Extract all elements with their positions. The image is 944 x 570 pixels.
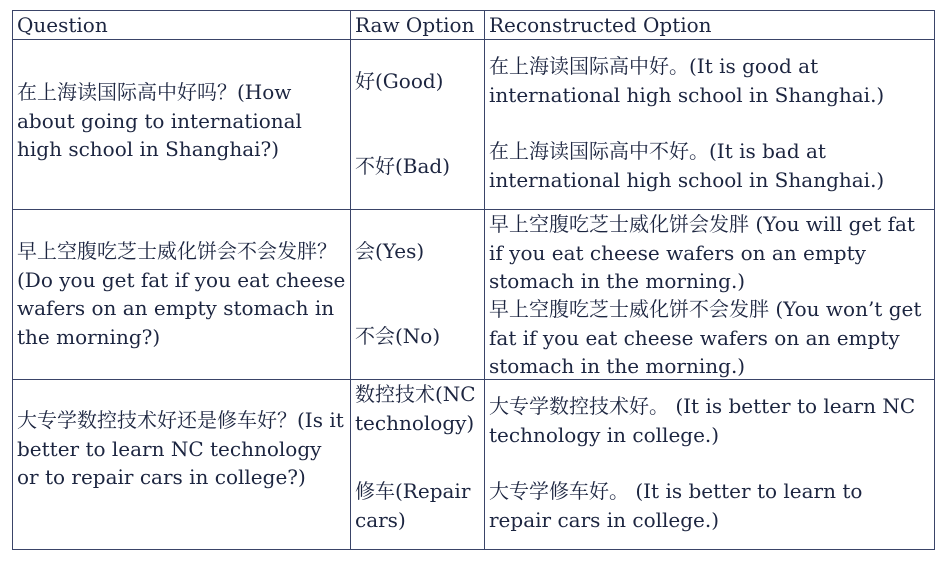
reconstructed-option-text: 早上空腹吃芝士威化饼会发胖 (You will get fat if you eat cheese wafers on an empty stomach in the morning.) [489,212,915,293]
raw-option-text: 不会(No) [355,324,441,348]
question-text: 在上海读国际高中好吗？(How about going to international high school in Shanghai?) [17,80,302,161]
reconstructed-option-text: 大专学修车好。 (It is better to learn to repair cars in college.) [489,479,863,532]
header-question: Question [13,11,351,40]
question-cell [13,380,351,550]
raw-option-text: 好(Good) [355,69,444,93]
reconstructed-option-text: 大专学数控技术好。 (It is better to learn NC technology in college.) [489,394,916,447]
question-text: 大专学数控技术好还是修车好？(Is it better to learn NC technology or to repair cars in college?) [17,408,344,489]
raw-option-cell [351,380,485,550]
raw-option-text: 修车(Repair cars) [355,479,471,532]
raw-option-text: 不好(Bad) [355,154,451,178]
header-raw-option: Raw Option [351,11,485,40]
reconstructed-option-cell [485,40,935,210]
raw-option-text: 会(Yes) [355,239,425,263]
reconstructed-option-text: 在上海读国际高中不好。(It is bad at international high school in Shanghai.) [489,139,885,192]
raw-option-cell [351,210,485,380]
question-text: 早上空腹吃芝士威化饼会不会发胖？ (Do you get fat if you eat cheese wafers on an empty stomach in the morning?) [17,239,346,349]
reconstructed-option-text: 早上空腹吃芝士威化饼不会发胖 (You won’t get fat if you eat cheese wafers on an empty stomach in the morning.) [489,297,922,378]
reconstructed-option-cell [485,380,935,550]
raw-option-text: 数控技术(NC technology) [355,382,476,435]
header-reconstructed-option: Reconstructed Option [485,11,935,40]
table-row [13,40,935,210]
table-row [13,380,935,550]
question-cell [13,40,351,210]
question-cell [13,210,351,380]
comparison-table [12,10,935,550]
reconstructed-option-cell [485,210,935,380]
reconstructed-option-text: 在上海读国际高中好。(It is good at international high school in Shanghai.) [489,54,885,107]
header-row [13,11,935,40]
table-row [13,210,935,380]
raw-option-cell [351,40,485,210]
